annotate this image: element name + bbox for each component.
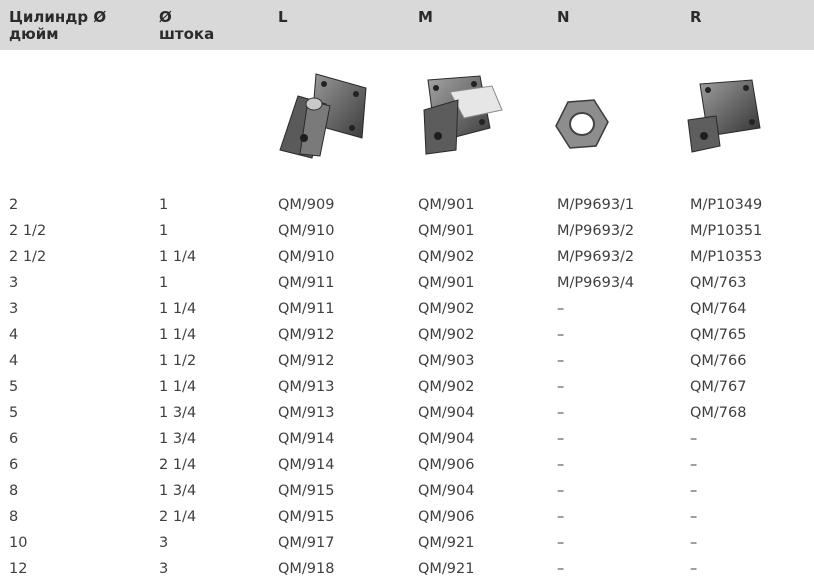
N-cell: M/P9693/1: [557, 197, 635, 213]
R-cell: M/P10349: [690, 197, 763, 213]
hex-nut-N-icon: [554, 96, 610, 152]
M-cell: QM/902: [418, 379, 475, 395]
N-cell: –: [557, 431, 565, 447]
L-cell: QM/913: [278, 379, 335, 395]
N-cell: –: [557, 483, 565, 499]
L-cell: QM/910: [278, 249, 335, 265]
cylinder-diameter-cell: 2 1/2: [9, 223, 47, 239]
rod-diameter-cell: 1 3/4: [159, 405, 197, 421]
cylinder-diameter-cell: 10: [9, 535, 28, 551]
L-cell: QM/913: [278, 405, 335, 421]
rod-diameter-cell: 2 1/4: [159, 457, 197, 473]
cylinder-diameter-cell: 6: [9, 457, 19, 473]
R-cell: –: [690, 457, 698, 473]
R-cell: –: [690, 561, 698, 577]
rod-diameter-cell: 1 1/4: [159, 379, 197, 395]
header-L: L: [278, 8, 288, 26]
L-cell: QM/914: [278, 431, 335, 447]
M-cell: QM/901: [418, 197, 475, 213]
L-cell: QM/912: [278, 353, 335, 369]
L-cell: QM/912: [278, 327, 335, 343]
rod-diameter-cell: 1 1/4: [159, 249, 197, 265]
cylinder-diameter-cell: 2: [9, 197, 19, 213]
N-cell: –: [557, 353, 565, 369]
L-cell: QM/911: [278, 275, 335, 291]
N-cell: –: [557, 457, 565, 473]
R-cell: –: [690, 509, 698, 525]
header-R: R: [690, 8, 702, 26]
cylinder-diameter-cell: 2 1/2: [9, 249, 47, 265]
L-cell: QM/918: [278, 561, 335, 577]
N-cell: M/P9693/4: [557, 275, 635, 291]
M-cell: QM/902: [418, 301, 475, 317]
M-cell: QM/904: [418, 431, 475, 447]
header-cylinder-diameter: Цилиндр Ø дюйм: [9, 8, 107, 43]
R-cell: QM/763: [690, 275, 747, 291]
M-cell: QM/901: [418, 275, 475, 291]
L-cell: QM/909: [278, 197, 335, 213]
R-cell: M/P10351: [690, 223, 763, 239]
R-cell: –: [690, 483, 698, 499]
cylinder-diameter-cell: 5: [9, 379, 19, 395]
bracket-M-icon: [406, 70, 512, 162]
N-cell: –: [557, 379, 565, 395]
cylinder-diameter-cell: 3: [9, 275, 19, 291]
M-cell: QM/921: [418, 561, 475, 577]
M-cell: QM/901: [418, 223, 475, 239]
cylinder-diameter-cell: 5: [9, 405, 19, 421]
L-cell: QM/915: [278, 483, 335, 499]
L-cell: QM/915: [278, 509, 335, 525]
M-cell: QM/903: [418, 353, 475, 369]
N-cell: –: [557, 509, 565, 525]
L-cell: QM/914: [278, 457, 335, 473]
L-cell: QM/911: [278, 301, 335, 317]
rod-diameter-cell: 1 1/4: [159, 301, 197, 317]
cylinder-diameter-cell: 4: [9, 353, 19, 369]
rod-diameter-cell: 1 3/4: [159, 483, 197, 499]
R-cell: QM/766: [690, 353, 747, 369]
rod-diameter-cell: 1: [159, 197, 169, 213]
R-cell: QM/767: [690, 379, 747, 395]
M-cell: QM/904: [418, 483, 475, 499]
header-N: N: [557, 8, 570, 26]
cylinder-diameter-cell: 12: [9, 561, 28, 577]
M-cell: QM/906: [418, 509, 475, 525]
R-cell: QM/765: [690, 327, 747, 343]
R-cell: –: [690, 431, 698, 447]
M-cell: QM/902: [418, 327, 475, 343]
cylinder-diameter-cell: 8: [9, 509, 19, 525]
cylinder-diameter-cell: 3: [9, 301, 19, 317]
M-cell: QM/921: [418, 535, 475, 551]
rod-diameter-cell: 1: [159, 275, 169, 291]
N-cell: –: [557, 327, 565, 343]
clevis-R-icon: [680, 76, 770, 160]
rod-diameter-cell: 1 1/2: [159, 353, 197, 369]
R-cell: –: [690, 535, 698, 551]
L-cell: QM/910: [278, 223, 335, 239]
header-M: M: [418, 8, 433, 26]
rod-diameter-cell: 2 1/4: [159, 509, 197, 525]
rod-diameter-cell: 3: [159, 561, 169, 577]
rod-diameter-cell: 1 1/4: [159, 327, 197, 343]
N-cell: M/P9693/2: [557, 223, 635, 239]
N-cell: –: [557, 405, 565, 421]
M-cell: QM/902: [418, 249, 475, 265]
rod-diameter-cell: 1: [159, 223, 169, 239]
R-cell: M/P10353: [690, 249, 763, 265]
header-rod-diameter: Ø штока: [159, 8, 215, 43]
rod-diameter-cell: 3: [159, 535, 169, 551]
M-cell: QM/906: [418, 457, 475, 473]
R-cell: QM/768: [690, 405, 747, 421]
N-cell: –: [557, 561, 565, 577]
cylinder-diameter-cell: 6: [9, 431, 19, 447]
N-cell: –: [557, 301, 565, 317]
M-cell: QM/904: [418, 405, 475, 421]
rod-diameter-cell: 1 3/4: [159, 431, 197, 447]
cylinder-diameter-cell: 8: [9, 483, 19, 499]
cylinder-diameter-cell: 4: [9, 327, 19, 343]
N-cell: M/P9693/2: [557, 249, 635, 265]
R-cell: QM/764: [690, 301, 747, 317]
N-cell: –: [557, 535, 565, 551]
L-cell: QM/917: [278, 535, 335, 551]
bracket-L-icon: [270, 66, 376, 166]
